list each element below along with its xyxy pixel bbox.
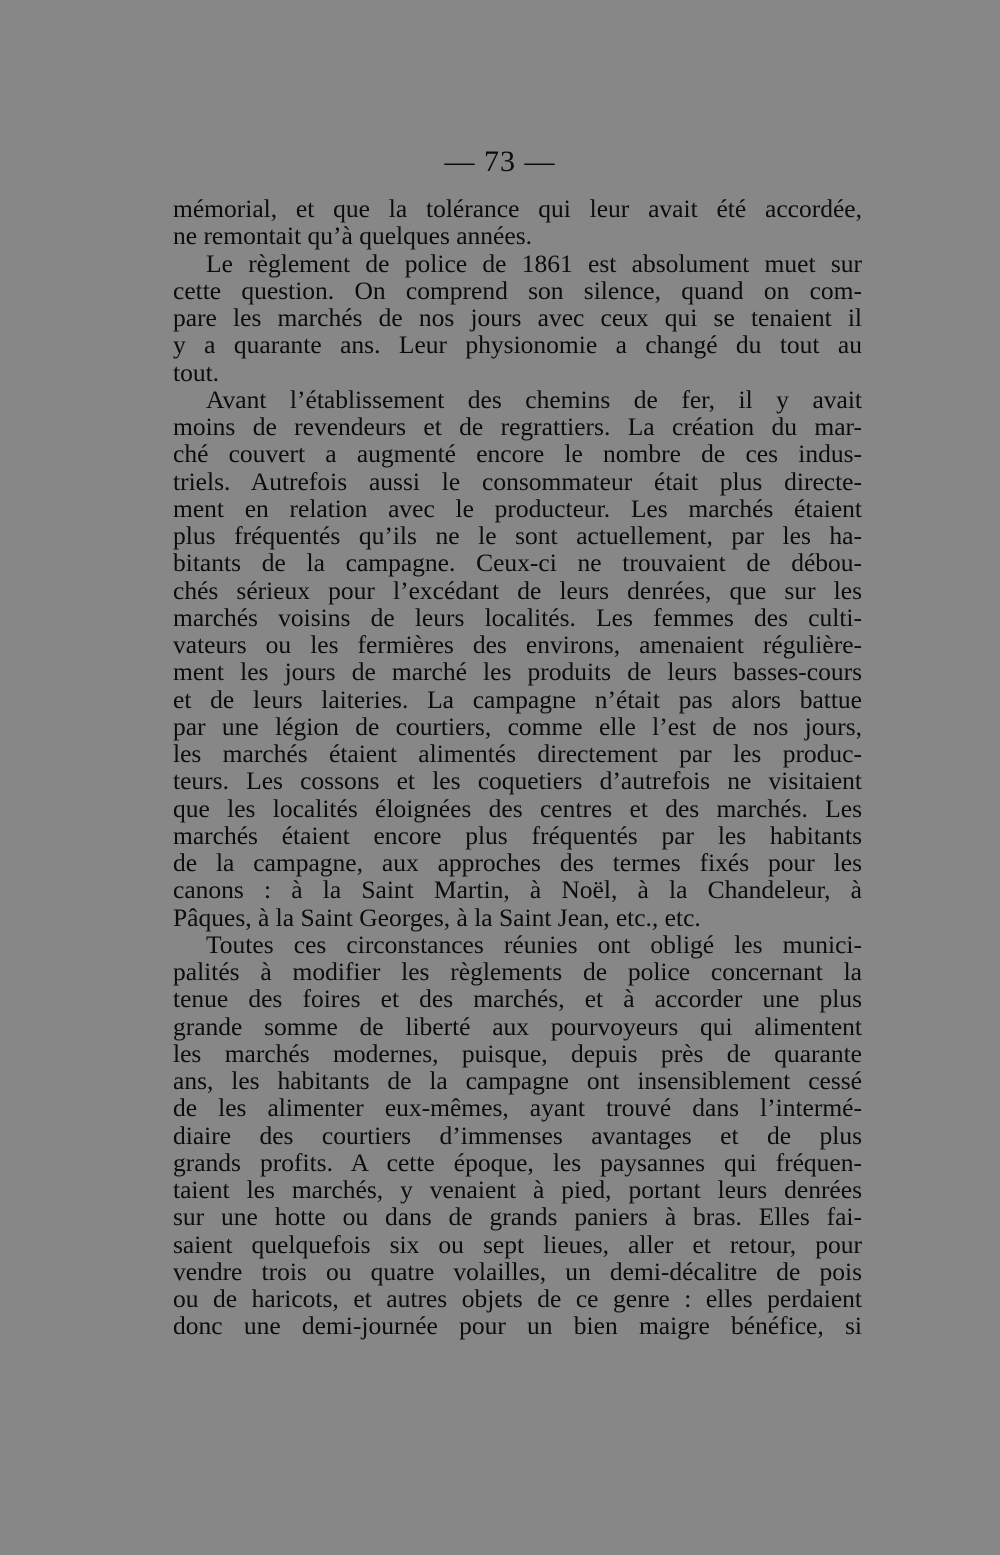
- page-number: — 73 —: [444, 145, 556, 178]
- text-line: saient quelquefois six ou sept lieues, aller et retour, pour: [173, 1229, 862, 1259]
- text-line: donc une demi-journée pour un bien maigre bénéfice, si: [173, 1311, 862, 1341]
- text-line: palités à modifier les règlements de police concernant la: [173, 957, 862, 986]
- text-line: mémorial, et que la tolérance qui leur avait été accordée,: [173, 194, 862, 223]
- text-line: ou de haricots, et autres objets de ce genre : elles perdaient: [173, 1284, 862, 1313]
- text-line: grande somme de liberté aux pourvoyeurs qui alimentent: [173, 1011, 862, 1041]
- text-line: marchés voisins de leurs localités. Les femmes des culti-: [173, 602, 862, 632]
- text-line: grands profits. A cette époque, les paysannes qui fréquen-: [173, 1147, 862, 1177]
- text-line: triels. Autrefois aussi le consommateur était plus directe-: [173, 466, 862, 496]
- text-line: Pâques, à la Saint Georges, à la Saint Jean, etc., etc.: [173, 902, 701, 932]
- text-line: y a quarante ans. Leur physionomie a changé du tout au: [173, 330, 862, 360]
- text-line: par une légion de courtiers, comme elle l’est de nos jours,: [173, 711, 862, 741]
- text-line: et de leurs laiteries. La campagne n’était pas alors battue: [173, 684, 862, 714]
- text-line: que les localités éloignées des centres et des marchés. Les: [173, 793, 862, 823]
- text-line: les marchés étaient alimentés directement par les produc-: [173, 739, 862, 768]
- text-line: sur une hotte ou dans de grands paniers à bras. Elles fai-: [173, 1202, 862, 1232]
- text-line: canons : à la Saint Martin, à Noël, à la Chandeleur, à: [173, 875, 862, 905]
- text-line: plus fréquentés qu’ils ne le sont actuellement, par les ha-: [173, 521, 862, 550]
- body-text: [173, 195, 862, 1340]
- text-line: pare les marchés de nos jours avec ceux qui se tenaient il: [173, 303, 862, 332]
- text-line: Avant l’établissement des chemins de fer, il y avait: [206, 384, 862, 414]
- text-line: cette question. On comprend son silence, quand on com-: [173, 275, 862, 305]
- text-line: diaire des courtiers d’immenses avantages et de plus: [173, 1120, 862, 1150]
- text-line: tenue des foires et des marchés, et à accorder une plus: [173, 984, 862, 1014]
- text-line: tout.: [173, 357, 220, 387]
- text-line: teurs. Les cossons et les coquetiers d’autrefois ne visitaient: [173, 766, 862, 796]
- text-line: ne remontait qu’à quelques années.: [173, 221, 532, 251]
- text-line: taient les marchés, y venaient à pied, portant leurs denrées: [173, 1175, 862, 1204]
- text-line: ché couvert a augmenté encore le nombre de ces indus-: [173, 439, 862, 469]
- text-line: vendre trois ou quatre volailles, un demi-décalitre de pois: [173, 1256, 862, 1286]
- text-line: moins de revendeurs et de regrattiers. La création du mar-: [173, 412, 862, 441]
- text-line: de les alimenter eux-mêmes, ayant trouvé dans l’intermé-: [173, 1093, 862, 1123]
- text-line: chés sérieux pour l’excédant de leurs denrées, que sur les: [173, 575, 862, 605]
- text-line: bitants de la campagne. Ceux-ci ne trouvaient de débou-: [173, 548, 862, 578]
- text-line: de la campagne, aux approches des termes fixés pour les: [173, 848, 862, 877]
- text-line: ment les jours de marché les produits de leurs basses-cours: [173, 657, 862, 687]
- text-line: Toutes ces circonstances réunies ont obligé les munici-: [206, 929, 862, 959]
- text-line: Le règlement de police de 1861 est absolument muet sur: [206, 248, 862, 278]
- text-line: vateurs ou les fermières des environs, amenaient régulière-: [173, 630, 862, 659]
- text-line: les marchés modernes, puisque, depuis près de quarante: [173, 1038, 862, 1068]
- text-line: ment en relation avec le producteur. Les marchés étaient: [173, 493, 862, 523]
- text-line: marchés étaient encore plus fréquentés par les habitants: [173, 820, 862, 850]
- text-line: ans, les habitants de la campagne ont insensiblement cessé: [173, 1066, 862, 1095]
